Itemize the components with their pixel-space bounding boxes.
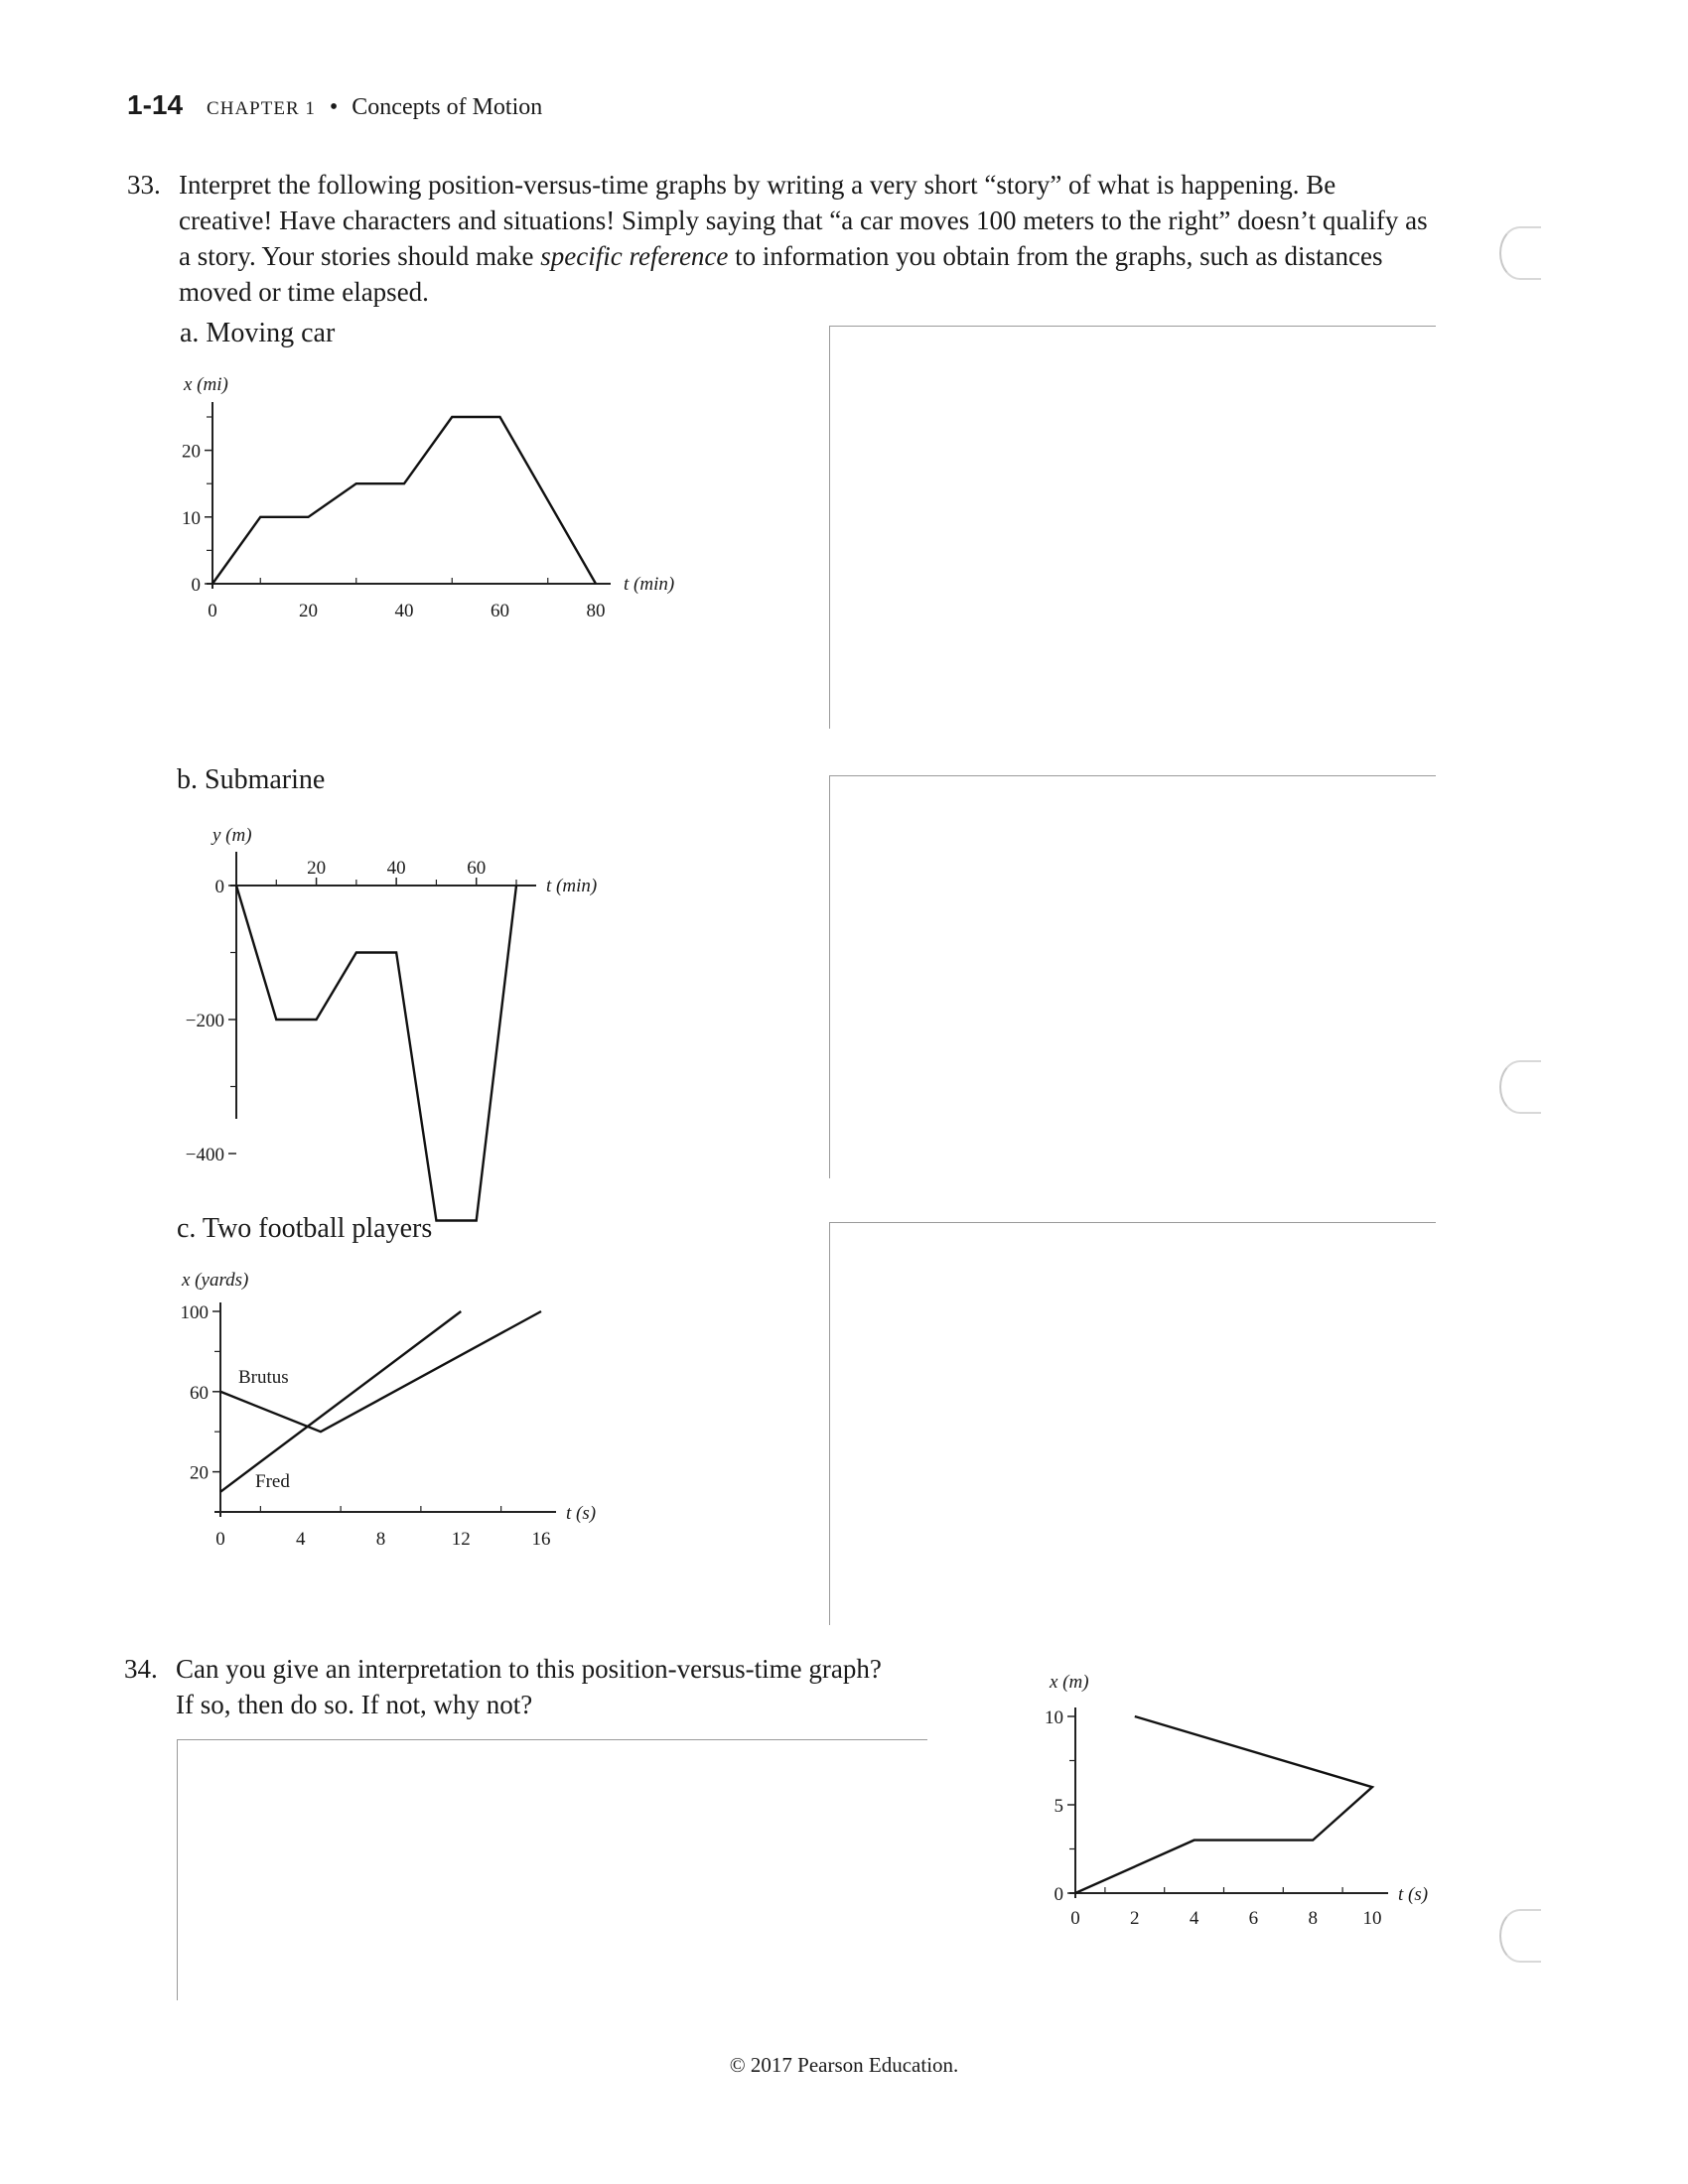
x-tick-label: 20 xyxy=(299,601,318,621)
chart-submarine xyxy=(186,825,597,1221)
problem-text-line: Can you give an interpretation to this position-versus-time graph? xyxy=(176,1654,882,1684)
y-tick-label: 0 xyxy=(1054,1884,1063,1905)
chart-football-players xyxy=(181,1270,597,1550)
y-axis-label: x (yards) xyxy=(182,1270,249,1291)
x-tick-label: 80 xyxy=(586,601,606,621)
series-label-brutus: Brutus xyxy=(238,1367,289,1388)
header-bullet: • xyxy=(329,94,339,120)
y-tick-label: −400 xyxy=(185,1145,224,1165)
x-axis-label: t (min) xyxy=(624,574,675,595)
x-tick-label: 8 xyxy=(375,1529,386,1550)
chapter-title: Concepts of Motion xyxy=(352,94,543,120)
problem-text-emphasis: specific reference xyxy=(540,241,729,271)
chart-problem-34 xyxy=(1045,1672,1428,1929)
series-line-0 xyxy=(236,886,516,1221)
y-tick-label: 20 xyxy=(190,1462,209,1484)
y-axis-label: x (mi) xyxy=(184,374,228,395)
series-line-0 xyxy=(1075,1716,1372,1893)
x-tick-label: 10 xyxy=(1362,1908,1382,1929)
y-tick-label: 5 xyxy=(1054,1796,1063,1817)
x-tick-label: 12 xyxy=(451,1529,471,1550)
y-tick-label: 60 xyxy=(190,1382,209,1404)
y-tick-label: 10 xyxy=(1045,1707,1063,1728)
y-tick-label: 0 xyxy=(214,877,224,897)
chart-moving-car xyxy=(182,374,674,621)
x-tick-label: 8 xyxy=(1308,1908,1318,1929)
x-tick-label: 60 xyxy=(467,858,487,879)
x-tick-label: 2 xyxy=(1130,1908,1140,1929)
problem-text xyxy=(176,1651,1018,1722)
problem-34 xyxy=(124,1651,1018,1722)
y-tick-label: −200 xyxy=(185,1011,224,1031)
x-tick-label: 6 xyxy=(1248,1908,1259,1929)
part-a-label: a. Moving car xyxy=(180,318,336,348)
x-tick-label: 60 xyxy=(491,601,509,621)
chapter-label: CHAPTER 1 xyxy=(207,98,316,119)
problem-number: 33. xyxy=(127,170,161,200)
series-line-fred xyxy=(220,1311,461,1492)
x-tick-label: 0 xyxy=(1070,1908,1080,1929)
x-axis-label: t (s) xyxy=(566,1503,597,1524)
y-tick-label: 20 xyxy=(182,441,201,463)
copyright-footer: © 2017 Pearson Education. xyxy=(729,2053,959,2077)
x-tick-label: 4 xyxy=(296,1529,306,1550)
y-tick-label: 10 xyxy=(182,507,201,529)
x-tick-label: 0 xyxy=(208,601,217,621)
x-tick-label: 40 xyxy=(394,601,414,621)
x-tick-label: 4 xyxy=(1189,1908,1199,1929)
problem-number: 34. xyxy=(124,1654,158,1684)
series-line-0 xyxy=(212,417,596,584)
x-tick-label: 20 xyxy=(307,858,327,879)
x-tick-label: 40 xyxy=(386,858,406,879)
series-label-fred: Fred xyxy=(255,1471,290,1492)
x-axis-label: t (min) xyxy=(546,876,598,896)
x-tick-label: 0 xyxy=(215,1529,225,1550)
problem-text-line: If so, then do so. If not, why not? xyxy=(176,1690,533,1719)
page-number: 1-14 xyxy=(127,89,184,120)
x-tick-label: 16 xyxy=(531,1529,551,1550)
problem-text-part: Interpret the following position-versus-time graphs by writing a very short “story” of what is happening. Be creative! Have characters and situations! Simply saying that “a car moves 100 meters to the right” doesn’t qualify as a story. Your stories should make xyxy=(179,170,1428,271)
y-axis-label: y (m) xyxy=(212,825,252,846)
y-axis-label: x (m) xyxy=(1050,1672,1089,1693)
y-tick-label: 100 xyxy=(180,1302,209,1323)
x-axis-label: t (s) xyxy=(1398,1884,1429,1905)
problem-text-part: to information you obtain from the graphs, such as distances moved or time elapsed. xyxy=(179,241,1383,307)
part-b-label: b. Submarine xyxy=(177,764,326,795)
part-c-label: c. Two football players xyxy=(177,1213,433,1244)
y-tick-label: 0 xyxy=(191,575,201,596)
